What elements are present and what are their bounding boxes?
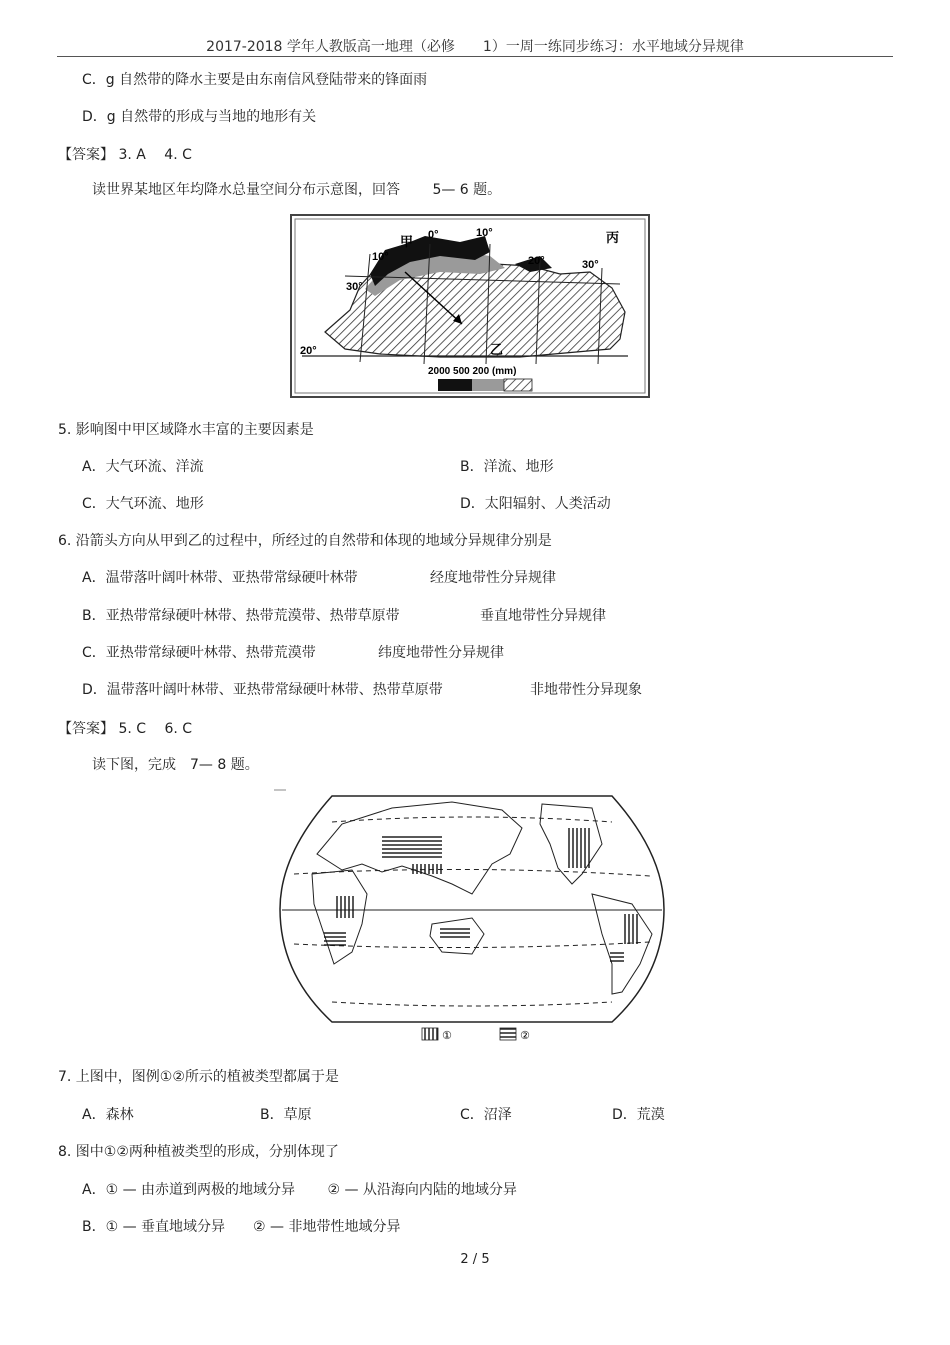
answer-3-4: 【答案】 3. A 4. C [58, 147, 192, 163]
q5-stem: 5. 影响图中甲区域降水丰富的主要因素是 [58, 422, 314, 438]
legend-2000 [438, 379, 472, 391]
veg-type-2 [610, 952, 624, 964]
legend-2-label: ② [520, 1029, 530, 1042]
q5-option-b: B．洋流、地形 [460, 459, 554, 475]
q8-option-b: B．① — 垂直地域分异 ② — 非地带性地域分异 [82, 1219, 401, 1235]
q7-option-a: A．森林 [82, 1107, 134, 1123]
degree-label: 20° [528, 255, 545, 267]
degree-label: 20° [300, 345, 317, 357]
veg-type-1 [568, 828, 590, 868]
q7-stem: 7. 上图中，图例①②所示的植被类型都属于是 [58, 1069, 339, 1085]
degree-label: 30° [346, 281, 363, 293]
veg-type-2 [382, 834, 442, 860]
answer-5-6: 【答案】 5. C 6. C [58, 721, 193, 737]
legend-label: 2000 500 200 (mm) [428, 366, 517, 377]
q6-stem: 6. 沿箭头方向从甲到乙的过程中，所经过的自然带和体现的地域分异规律分别是 [58, 533, 552, 549]
veg-type-1 [336, 896, 356, 918]
q4-option-c: C．g 自然带的降水主要是由东南信风登陆带来的锋面雨 [82, 72, 428, 88]
legend-200 [504, 379, 532, 391]
world-vegetation-map [272, 784, 672, 1046]
degree-label: 10° [476, 227, 493, 239]
q6-option-a-rule: 经度地带性分异规律 [430, 570, 556, 586]
q8-option-a: A．① — 由赤道到两极的地域分异 ② — 从沿海向内陆的地域分异 [82, 1182, 517, 1198]
degree-label: 30° [582, 259, 599, 271]
label-yi: 乙 [490, 342, 504, 357]
q6-option-d-rule: 非地带性分异现象 [530, 682, 642, 698]
q7-option-b: B．草原 [260, 1107, 312, 1123]
q6-option-b-rule: 垂直地带性分异规律 [480, 608, 606, 624]
label-jia: 甲 [400, 234, 414, 249]
q4-option-d: D．g 自然带的形成与当地的地形有关 [82, 109, 317, 125]
precipitation-map [290, 214, 650, 398]
label-bing: 丙 [606, 230, 620, 245]
degree-label: 0° [428, 229, 439, 241]
veg-type-1 [412, 864, 442, 874]
legend-1-label: ① [442, 1029, 452, 1042]
legend-2-swatch [500, 1028, 516, 1040]
header-divider [57, 56, 893, 57]
q5-option-a: A．大气环流、洋流 [82, 459, 204, 475]
q6-option-b: B．亚热带常绿硬叶林带、热带荒漠带、热带草原带 [82, 608, 400, 624]
q6-option-a: A．温带落叶阔叶林带、亚热带常绿硬叶林带 [82, 570, 358, 586]
veg-type-1 [622, 914, 640, 944]
page-header: 2017-2018 学年人教版高一地理（必修 1）一周一练同步练习：水平地域分异规律 [206, 39, 744, 55]
degree-label: 10° [372, 251, 389, 263]
q5-option-d: D．太阳辐射、人类活动 [460, 496, 611, 512]
legend-500 [472, 379, 504, 391]
q7-option-c: C．沼泽 [460, 1107, 512, 1123]
q6-option-d: D．温带落叶阔叶林带、亚热带常绿硬叶林带、热带草原带 [82, 682, 443, 698]
q5-option-c: C．大气环流、地形 [82, 496, 204, 512]
q6-option-c-rule: 纬度地带性分异规律 [378, 645, 504, 661]
q7-option-d: D．荒漠 [612, 1107, 665, 1123]
intro-7-8: 读下图，完成 7— 8 题。 [92, 757, 259, 773]
veg-type-2 [440, 926, 470, 940]
intro-5-6: 读世界某地区年均降水总量空间分布示意图，回答 5— 6 题。 [92, 182, 502, 198]
veg-type-2 [324, 930, 346, 948]
q8-stem: 8. 图中①②两种植被类型的形成，分别体现了 [58, 1144, 339, 1160]
q6-option-c: C．亚热带常绿硬叶林带、热带荒漠带 [82, 645, 316, 661]
legend-1-swatch [422, 1028, 438, 1040]
page-number: 2 / 5 [460, 1252, 490, 1267]
